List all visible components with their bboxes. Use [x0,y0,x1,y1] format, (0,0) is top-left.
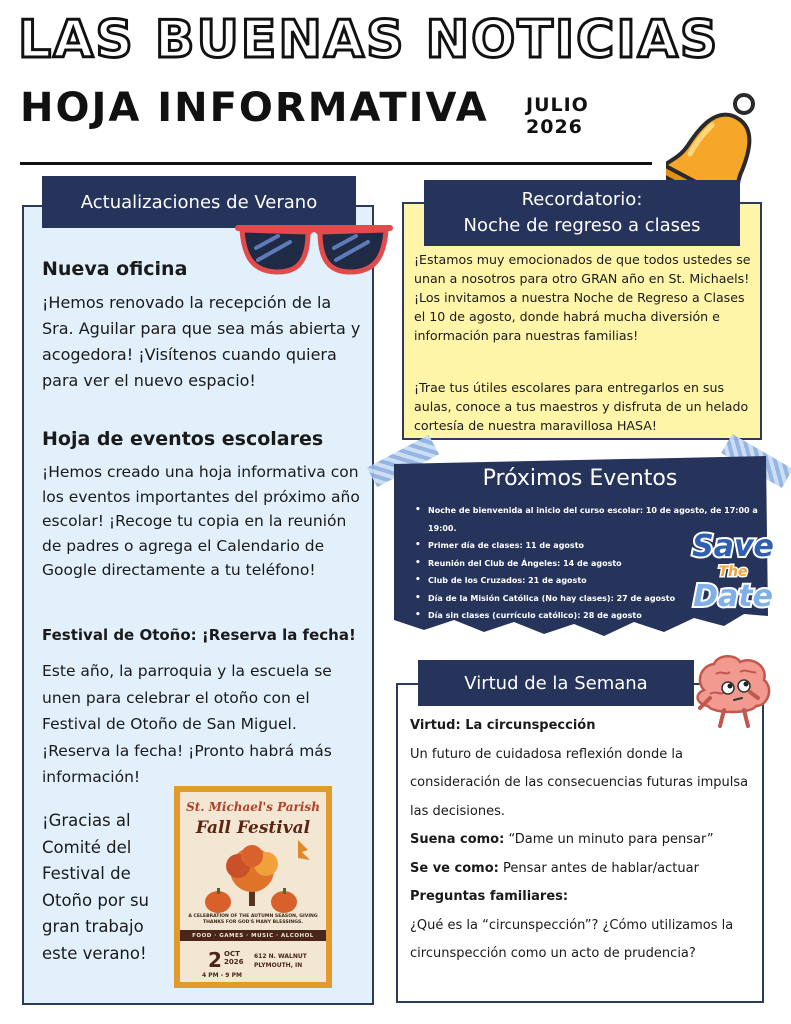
summer-updates-tab: Actualizaciones de Verano [42,176,356,228]
events-title: Próximos Eventos [482,466,678,491]
looks-like-row [410,855,760,884]
family-questions-text: ¿Qué es la “circunspección”? ¿Cómo utilizamos la circunspección como un acto de prudencia? [410,917,734,961]
poster-address [254,952,307,970]
festival-text: Este año, la parroquia y la escuela se unen para celebrar el otoño con el Festival de Otoño de San Miguel. ¡Reserva la fecha! ¡Pronto habrá más información! [42,662,332,786]
poster-day: 2 [208,948,222,972]
festival-heading: Festival de Otoño: ¡Reserva la fecha! [42,626,356,644]
sticker-word-date: Date [693,579,773,614]
poster-address-line1: 612 N. WALNUT [254,953,307,960]
reminder-tab-line2: Noche de regreso a clases [463,215,701,236]
newsletter-title: LAS BUENAS NOTICIAS [18,10,720,70]
events-sheet-heading: Hoja de eventos escolares [42,428,324,450]
poster-year: 2026 [224,958,244,966]
issue-month: JULIO [526,94,589,116]
event-item: • Club de los Cruzados: 21 de agosto [412,572,772,590]
sounds-like-label: Suena como: [410,832,505,847]
save-the-date-sticker [678,522,788,618]
thanks-text: ¡Gracias al Comité del Festival de Otoño por su gran trabajo este verano! [42,811,150,963]
events-sheet-text: ¡Hemos creado una hoja informativa con los eventos importantes del próximo año escolar! ¡Recoge tu copia en la reunión de padres o agrega el Calendario de Google directamente a tu teléfono! [42,463,360,579]
poster-address-line2: PLYMOUTH, IN [254,962,303,969]
reminder-tab [424,180,740,246]
header-divider [20,162,652,165]
poster-activities-band: FOOD · GAMES · MUSIC · ALCOHOL [180,930,326,941]
poster-month-year [224,950,243,966]
looks-like-text: Pensar antes de hablar/actuar [498,860,699,876]
virtue-definition: Un futuro de cuidadosa reflexión donde la consideración de las consecuencias futuras impulsa las decisiones. [410,746,749,819]
poster-tagline: A CELEBRATION OF THE AUTUMN SEASON, GIVING THANKS FOR GOD'S MANY BLESSINGS. [188,914,318,925]
virtue-content [410,712,760,969]
sounds-like-text: “Dame un minuto para pensar” [504,832,714,847]
office-heading: Nueva oficina [42,258,188,280]
sticker-word-the: The [718,564,748,580]
autumn-tree-illustration [180,836,326,916]
newsletter-subtitle: HOJA INFORMATIVA [20,85,489,131]
poster-time: 4 PM - 9 PM [202,972,242,979]
issue-year: 2026 [526,116,583,138]
poster-month: OCT [224,950,240,958]
reminder-tab-line1: Recordatorio: [521,189,643,210]
event-item: • Reunión del Club de Ángeles: 14 de agosto [412,555,772,573]
event-item: • Noche de bienvenida al inicio del curso escolar: 10 de agosto, de 17:00 a 19:00. [412,502,772,537]
reminder-text-1: ¡Estamos muy emocionados de que todos ustedes se unan a nosotros para otro GRAN año en St. Michaels! ¡Los invitamos a nuestra Noche de Regreso a Clases el 10 de agosto, donde habrá mucha diversión e información para nuestras familias! [414,252,751,343]
virtue-label: Virtud: La circunspección [410,718,596,733]
event-item: • Día sin clases (currículo católico): 28 de agosto [412,607,772,625]
event-item: • Día de la Misión Católica (No hay clases): 27 de agosto [412,590,772,608]
sunglasses-icon [234,218,394,278]
poster-title-line2: Fall Festival [195,818,311,838]
fall-festival-poster [174,786,332,988]
sticker-word-save: Save [692,529,774,564]
looks-like-label: Se ve como: [410,860,499,876]
office-text: ¡Hemos renovado la recepción de la Sra. Aguilar para que sea más abierta y acogedora! ¡Visítenos cuando quiera para ver el nuevo espacio! [42,293,361,390]
poster-title-line1: St. Michael's Parish [186,800,320,814]
reminder-text-2: ¡Trae tus útiles escolares para entregarlos en sus aulas, conoce a tus maestros y disfruta de un helado cortesía de nuestra maravillosa HASA! [414,380,749,433]
event-item: • Primer día de clases: 11 de agosto [412,537,772,555]
sounds-like-row [410,826,760,855]
family-questions-label: Preguntas familiares: [410,889,569,904]
virtue-tab: Virtud de la Semana [418,660,694,706]
